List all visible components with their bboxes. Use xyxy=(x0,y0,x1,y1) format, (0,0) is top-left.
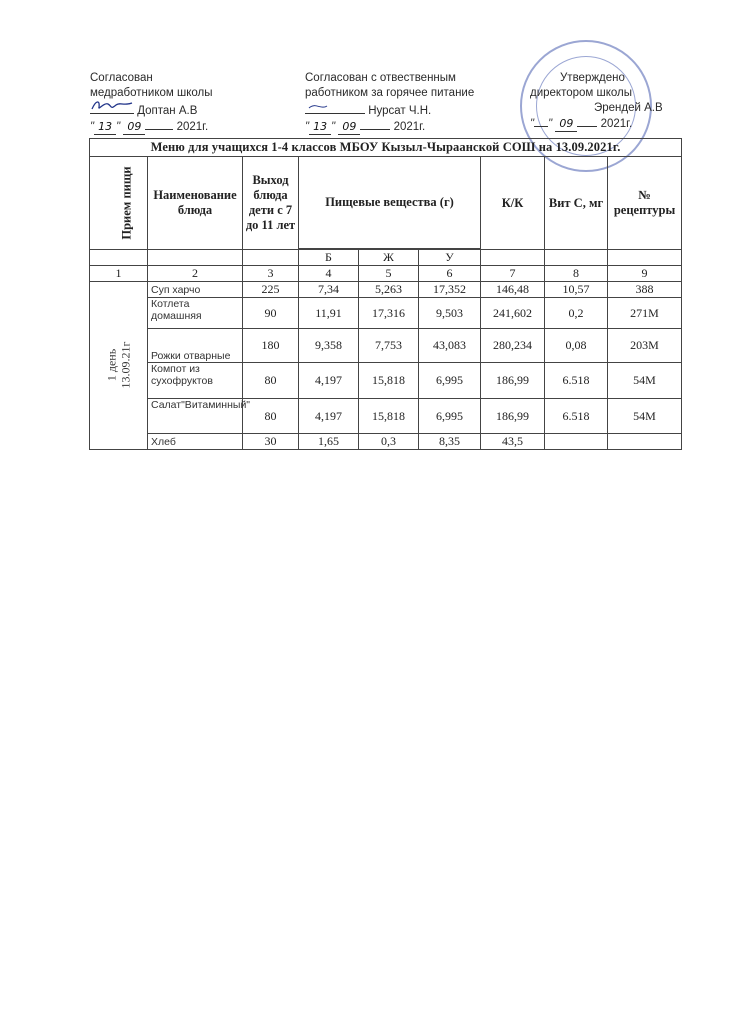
protein-value: 4,197 xyxy=(299,399,359,434)
header-carbs: У xyxy=(419,250,481,266)
recipe-value: 54М xyxy=(608,363,682,399)
column-number: 2 xyxy=(148,266,243,282)
carbs-value: 8,35 xyxy=(419,434,481,450)
carbs-value: 43,083 xyxy=(419,329,481,363)
dish-name: Салат"Витаминный" xyxy=(148,399,243,434)
dish-name: Хлеб xyxy=(148,434,243,450)
menu-table xyxy=(89,138,682,450)
recipe-value: 388 xyxy=(608,282,682,298)
yield-value: 180 xyxy=(243,329,299,363)
yield-value: 80 xyxy=(243,363,299,399)
approval-director-signer: Эрендей А.В xyxy=(594,102,663,114)
table-row xyxy=(90,363,682,399)
table-row xyxy=(90,298,682,329)
column-number: 5 xyxy=(359,266,419,282)
column-number: 1 xyxy=(90,266,148,282)
vitc-value: 10,57 xyxy=(545,282,608,298)
approval-medical-title: Согласован xyxy=(90,72,153,84)
approval-director-month: 09 xyxy=(555,116,577,132)
approval-medical-signer: Доптан А.В xyxy=(137,105,198,117)
fat-value: 15,818 xyxy=(359,363,419,399)
column-number: 4 xyxy=(299,266,359,282)
signature-mark xyxy=(305,101,365,114)
fat-value: 0,3 xyxy=(359,434,419,450)
protein-value: 4,197 xyxy=(299,363,359,399)
header-fat: Ж xyxy=(359,250,419,266)
carbs-value: 17,352 xyxy=(419,282,481,298)
header-vit-c: Вит С, мг xyxy=(545,157,608,250)
column-number: 8 xyxy=(545,266,608,282)
approval-medical: Согласован медработником школы Доптан А.В " 13 " 09 2021г. xyxy=(90,71,250,135)
table-row xyxy=(90,329,682,363)
approval-director: Утверждено директором школы Эрендей А.В " " 09 2021г. xyxy=(530,71,670,132)
approval-catering-day: 13 xyxy=(309,119,331,135)
day-label: 1 день xyxy=(104,348,119,382)
kcal-value: 241,602 xyxy=(481,298,545,329)
day-date: 13.09.21г xyxy=(118,341,133,389)
fat-value: 15,818 xyxy=(359,399,419,434)
vitc-value: 6.518 xyxy=(545,363,608,399)
approval-medical-day: 13 xyxy=(94,119,116,135)
header-protein: Б xyxy=(299,250,359,266)
approval-catering-role: работником за горячее питание xyxy=(305,87,475,99)
yield-value: 225 xyxy=(243,282,299,298)
approval-director-role: директором школы xyxy=(530,87,633,99)
approval-catering-signer: Нурсат Ч.Н. xyxy=(368,105,432,117)
table-row xyxy=(90,399,682,434)
dish-name: Котлета домашняя xyxy=(148,298,243,329)
header-dish: Наименование блюда xyxy=(148,157,243,250)
day-cell xyxy=(90,282,148,450)
yield-value: 90 xyxy=(243,298,299,329)
dish-name: Компот из сухофруктов xyxy=(148,363,243,399)
approval-catering-month: 09 xyxy=(338,119,360,135)
header-yield: Выход блюда дети с 7 до 11 лет xyxy=(243,157,299,250)
table-row xyxy=(90,282,682,298)
header-nutrients: Пищевые вещества (г) xyxy=(299,157,481,249)
protein-value: 1,65 xyxy=(299,434,359,450)
vitc-value: 6.518 xyxy=(545,399,608,434)
approval-medical-year: 2021г. xyxy=(176,121,209,133)
signature-mark xyxy=(90,101,134,114)
vitc-value xyxy=(545,434,608,450)
fat-value: 17,316 xyxy=(359,298,419,329)
fat-value: 5,263 xyxy=(359,282,419,298)
dish-name: Суп харчо xyxy=(148,282,243,298)
recipe-value: 54М xyxy=(608,399,682,434)
column-number: 3 xyxy=(243,266,299,282)
column-number: 9 xyxy=(608,266,682,282)
kcal-value: 146,48 xyxy=(481,282,545,298)
approval-medical-role: медработником школы xyxy=(90,87,213,99)
vitc-value: 0,08 xyxy=(545,329,608,363)
header-meal: Прием пищи xyxy=(90,157,148,250)
carbs-value: 6,995 xyxy=(419,363,481,399)
protein-value: 11,91 xyxy=(299,298,359,329)
protein-value: 9,358 xyxy=(299,329,359,363)
approval-medical-month: 09 xyxy=(123,119,145,135)
kcal-value: 43,5 xyxy=(481,434,545,450)
approval-director-year: 2021г. xyxy=(600,118,633,130)
fat-value: 7,753 xyxy=(359,329,419,363)
yield-value: 30 xyxy=(243,434,299,450)
approval-director-title: Утверждено xyxy=(560,72,625,84)
table-row xyxy=(90,434,682,450)
carbs-value: 6,995 xyxy=(419,399,481,434)
menu-title: Меню для учащихся 1-4 классов МБОУ Кызыл-Чыраанской СОШ на 13.09.2021г. xyxy=(90,139,682,157)
kcal-value: 280,234 xyxy=(481,329,545,363)
approval-catering: Согласован с отвественным работником за горячее питание Нурсат Ч.Н. " 13 " 09 2021г. xyxy=(305,71,505,135)
kcal-value: 186,99 xyxy=(481,363,545,399)
carbs-value: 9,503 xyxy=(419,298,481,329)
recipe-value: 271М xyxy=(608,298,682,329)
protein-value: 7,34 xyxy=(299,282,359,298)
column-number: 6 xyxy=(419,266,481,282)
vitc-value: 0,2 xyxy=(545,298,608,329)
dish-name: Рожки отварные xyxy=(148,329,243,363)
recipe-value: 203М xyxy=(608,329,682,363)
kcal-value: 186,99 xyxy=(481,399,545,434)
header-kcal: К/К xyxy=(481,157,545,250)
header-recipe: № рецептуры xyxy=(608,157,682,250)
approval-catering-title: Согласован с отвественным xyxy=(305,72,456,84)
recipe-value xyxy=(608,434,682,450)
yield-value: 80 xyxy=(243,399,299,434)
column-number: 7 xyxy=(481,266,545,282)
approval-catering-year: 2021г. xyxy=(393,121,426,133)
